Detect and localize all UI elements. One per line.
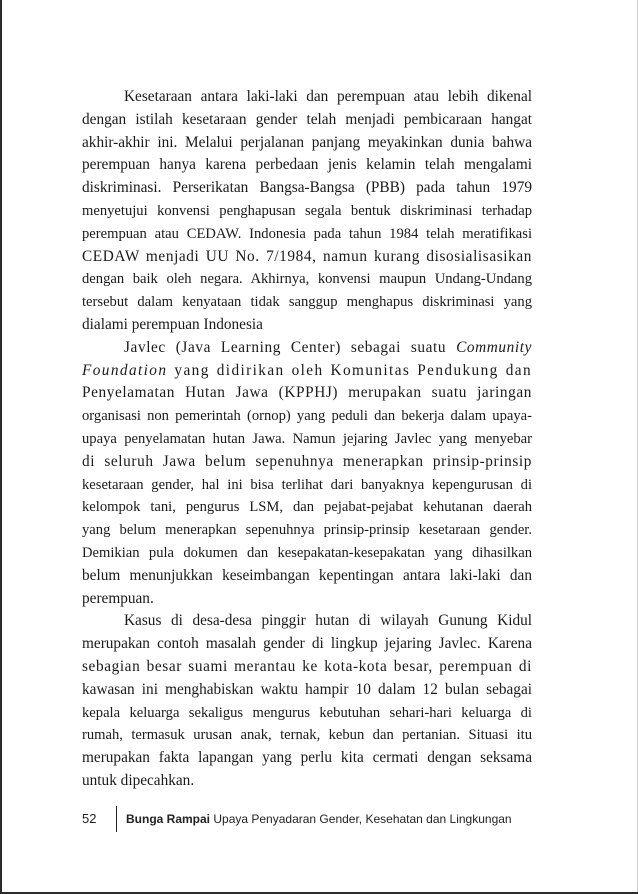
text-line: CEDAW menjadi UU No. 7/1984, namun kurang disosialisasikan [82,247,532,265]
text-line: kepala keluarga sekaligus mengurus kebutuhan sehari-hari keluarga di [82,704,532,721]
text-line: tersebut dalam kenyataan tidak sanggup menghapus diskriminasi yang [82,294,532,311]
text-line: dialami perempuan Indonesia [82,315,263,333]
running-title-bold: Bunga Rampai [126,812,211,826]
text-line: upaya penyelamatan hutan Jawa. Namun jejaring Javlec yang menyebar [82,430,532,447]
text-line: Penyelamatan Hutan Jawa (KPPHJ) merupakan suatu jaringan [82,384,532,402]
text-line: kelompok tani, pengurus LSM, dan pejabat-pejabat kehutanan daerah [82,499,532,516]
running-title-rest: Upaya Penyadaran Gender, Kesehatan dan Lingkungan [213,812,512,826]
emphasis-text: Foundation [82,361,168,379]
text-line [82,360,532,383]
text-line: organisasi non pemerintah (ornop) yang peduli dan bekerja dalam upaya- [82,408,532,425]
paragraph-1 [82,86,532,337]
text-line: menyetujui konvensi penghapusan segala bentuk diskriminasi terhadap [82,202,532,219]
text-line: untuk dipecahkan. [82,771,195,789]
page-edge-left [0,0,2,894]
text-line: dengan istilah kesetaraan gender telah menjadi pembicaraan hangat [82,110,532,128]
text-line: kesetaraan gender, hal ini bisa terlihat dari banyaknya kepengurusan di [82,476,532,493]
text-line: Demikian pula dokumen dan kesepakatan-kesepakatan yang dihasilkan [82,544,532,561]
paragraph-3 [82,610,532,792]
text-line: akhir-akhir ini. Melalui perjalanan panjang meyakinkan dunia bahwa [82,133,532,151]
text-line: dengan baik oleh negara. Akhirnya, konvensi maupun Undang-Undang [82,271,532,288]
emphasis-text: Community [456,338,532,356]
text-line: Kesetaraan antara laki-laki dan perempuan atau lebih dikenal [124,88,532,105]
text-line: kawasan ini menghabiskan waktu hampir 10 dalam 12 bulan sebagai [82,680,532,698]
text-line: sebagian besar suami merantau ke kota-kota besar, perempuan di [82,657,532,675]
footer-divider [116,806,117,832]
text-line: merupakan fakta lapangan yang perlu kita cermati dengan seksama [82,749,532,767]
text-line [82,337,532,360]
text-line: di seluruh Jawa belum sepenuhnya menerapkan prinsip-prinsip [82,452,532,470]
paragraph-2 [82,337,532,611]
text-line: perempuan hanya karena perbedaan jenis kelamin telah mengalami [82,156,532,174]
text-line: perempuan atau CEDAW. Indonesia pada tahun 1984 telah meratifikasi [82,225,532,242]
text-run: yang didirikan oleh Komunitas Pendukung dan [174,361,532,379]
text-line: diskriminasi. Perserikatan Bangsa-Bangsa (PBB) pada tahun 1979 [82,179,532,197]
page-number: 52 [82,811,97,826]
text-line: Kasus di desa-desa pinggir hutan di wilayah Gunung Kidul [124,612,532,630]
text-line: merupakan contoh masalah gender di lingkup jejaring Javlec. Karena [82,635,532,653]
running-title [126,808,512,830]
text-line: rumah, termasuk urusan anak, ternak, kebun dan pertanian. Situasi itu [82,727,532,744]
text-line: yang belum menerapkan sepenuhnya prinsip-prinsip kesetaraan gender. [82,522,532,539]
body-text [82,86,532,793]
text-line: belum menunjukkan keseimbangan kepentingan antara laki-laki dan [82,566,532,584]
page-footer [82,808,542,830]
text-run: Javlec (Java Learning Center) sebagai suatu [124,338,447,356]
text-line: perempuan. [82,589,154,607]
